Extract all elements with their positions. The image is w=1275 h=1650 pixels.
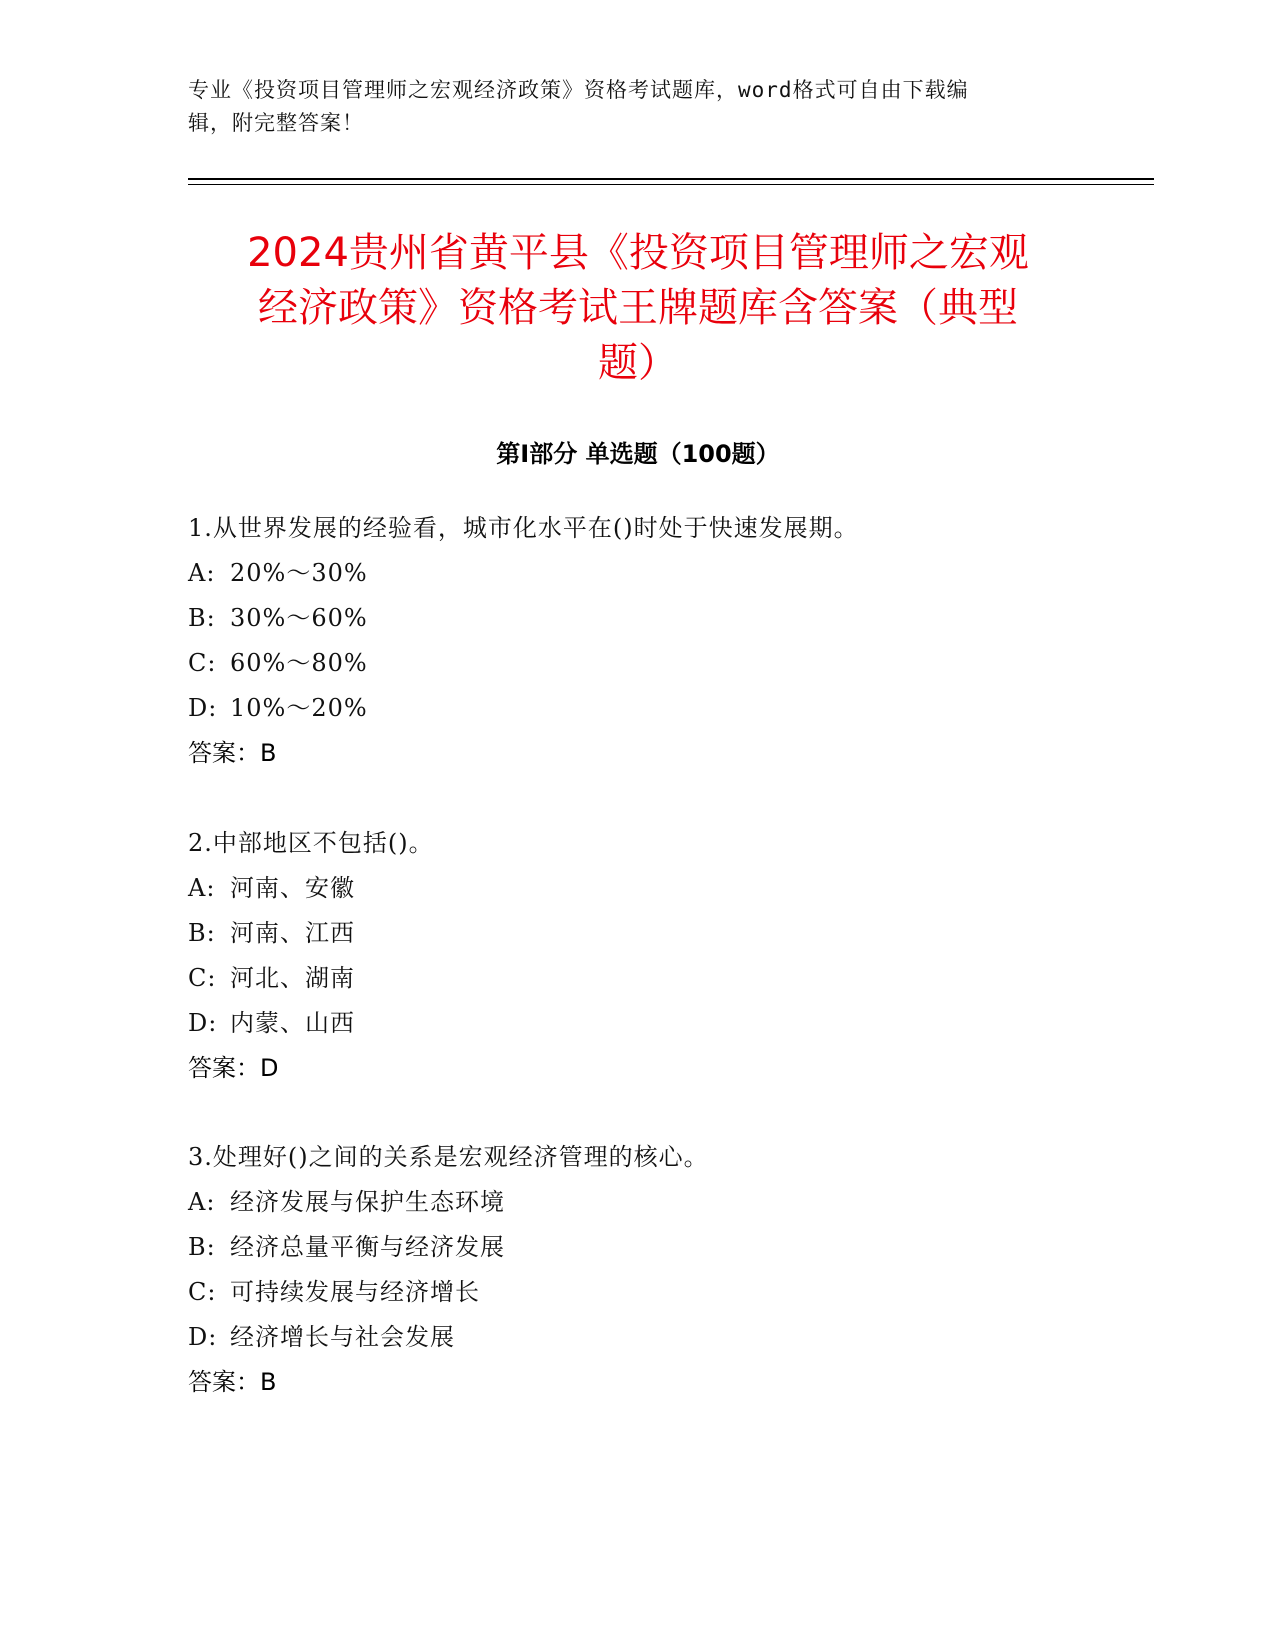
document-title-line-2: 经济政策》资格考试王牌题库含答案（典型 xyxy=(258,285,1018,331)
option-text: 经济发展与保护生态环境 xyxy=(230,1188,505,1216)
answer: 答案：D xyxy=(188,1054,279,1082)
question-stem: 3.处理好()之间的关系是宏观经济管理的核心。 xyxy=(188,1143,709,1171)
option-text: 经济增长与社会发展 xyxy=(230,1323,455,1351)
header-note-line-1: 专业《投资项目管理师之宏观经济政策》资格考试题库，word格式可自由下载编 xyxy=(188,78,969,102)
option-letter: B: xyxy=(188,919,216,947)
question-1 xyxy=(188,506,1148,776)
option-d xyxy=(188,1315,1148,1360)
option-b xyxy=(188,1225,1148,1270)
option-letter: D: xyxy=(188,1323,218,1351)
option-text: 60%～80% xyxy=(230,649,368,677)
section-heading: 第Ⅰ部分 单选题（100题） xyxy=(496,440,780,468)
option-a xyxy=(188,551,1148,596)
option-a xyxy=(188,1180,1148,1225)
option-c xyxy=(188,956,1148,1001)
header-note-line-2: 辑，附完整答案！ xyxy=(188,111,364,135)
option-d xyxy=(188,686,1148,731)
document-title-line-1: 2024贵州省黄平县《投资项目管理师之宏观 xyxy=(247,230,1029,276)
option-text: 可持续发展与经济增长 xyxy=(230,1278,480,1306)
option-b xyxy=(188,596,1148,641)
option-letter: A: xyxy=(188,1188,216,1216)
option-text: 内蒙、山西 xyxy=(230,1009,355,1037)
option-letter: B: xyxy=(188,1233,216,1261)
option-letter: D: xyxy=(188,1009,218,1037)
option-text: 河北、湖南 xyxy=(230,964,355,992)
option-letter: A: xyxy=(188,559,216,587)
option-text: 河南、安徽 xyxy=(230,874,355,902)
document-title xyxy=(188,226,1088,391)
option-b xyxy=(188,911,1148,956)
option-text: 河南、江西 xyxy=(230,919,355,947)
option-letter: A: xyxy=(188,874,216,902)
option-text: 20%～30% xyxy=(230,559,368,587)
header-divider-thick xyxy=(188,178,1154,180)
question-2 xyxy=(188,821,1148,1091)
option-letter: B: xyxy=(188,604,216,632)
question-stem: 1.从世界发展的经验看，城市化水平在()时处于快速发展期。 xyxy=(188,514,859,542)
header-divider-thin xyxy=(188,184,1154,185)
document-title-line-3: 题） xyxy=(598,340,678,386)
option-a xyxy=(188,866,1148,911)
question-3 xyxy=(188,1135,1148,1405)
option-text: 经济总量平衡与经济发展 xyxy=(230,1233,505,1261)
question-stem: 2.中部地区不包括()。 xyxy=(188,829,434,857)
option-letter: C: xyxy=(188,649,217,677)
option-letter: C: xyxy=(188,1278,217,1306)
option-c xyxy=(188,1270,1148,1315)
option-letter: C: xyxy=(188,964,217,992)
answer: 答案：B xyxy=(188,1368,277,1396)
option-d xyxy=(188,1001,1148,1046)
header-note xyxy=(188,74,1088,140)
answer: 答案：B xyxy=(188,739,277,767)
option-letter: D: xyxy=(188,694,218,722)
option-text: 30%～60% xyxy=(230,604,368,632)
option-text: 10%～20% xyxy=(230,694,368,722)
option-c xyxy=(188,641,1148,686)
